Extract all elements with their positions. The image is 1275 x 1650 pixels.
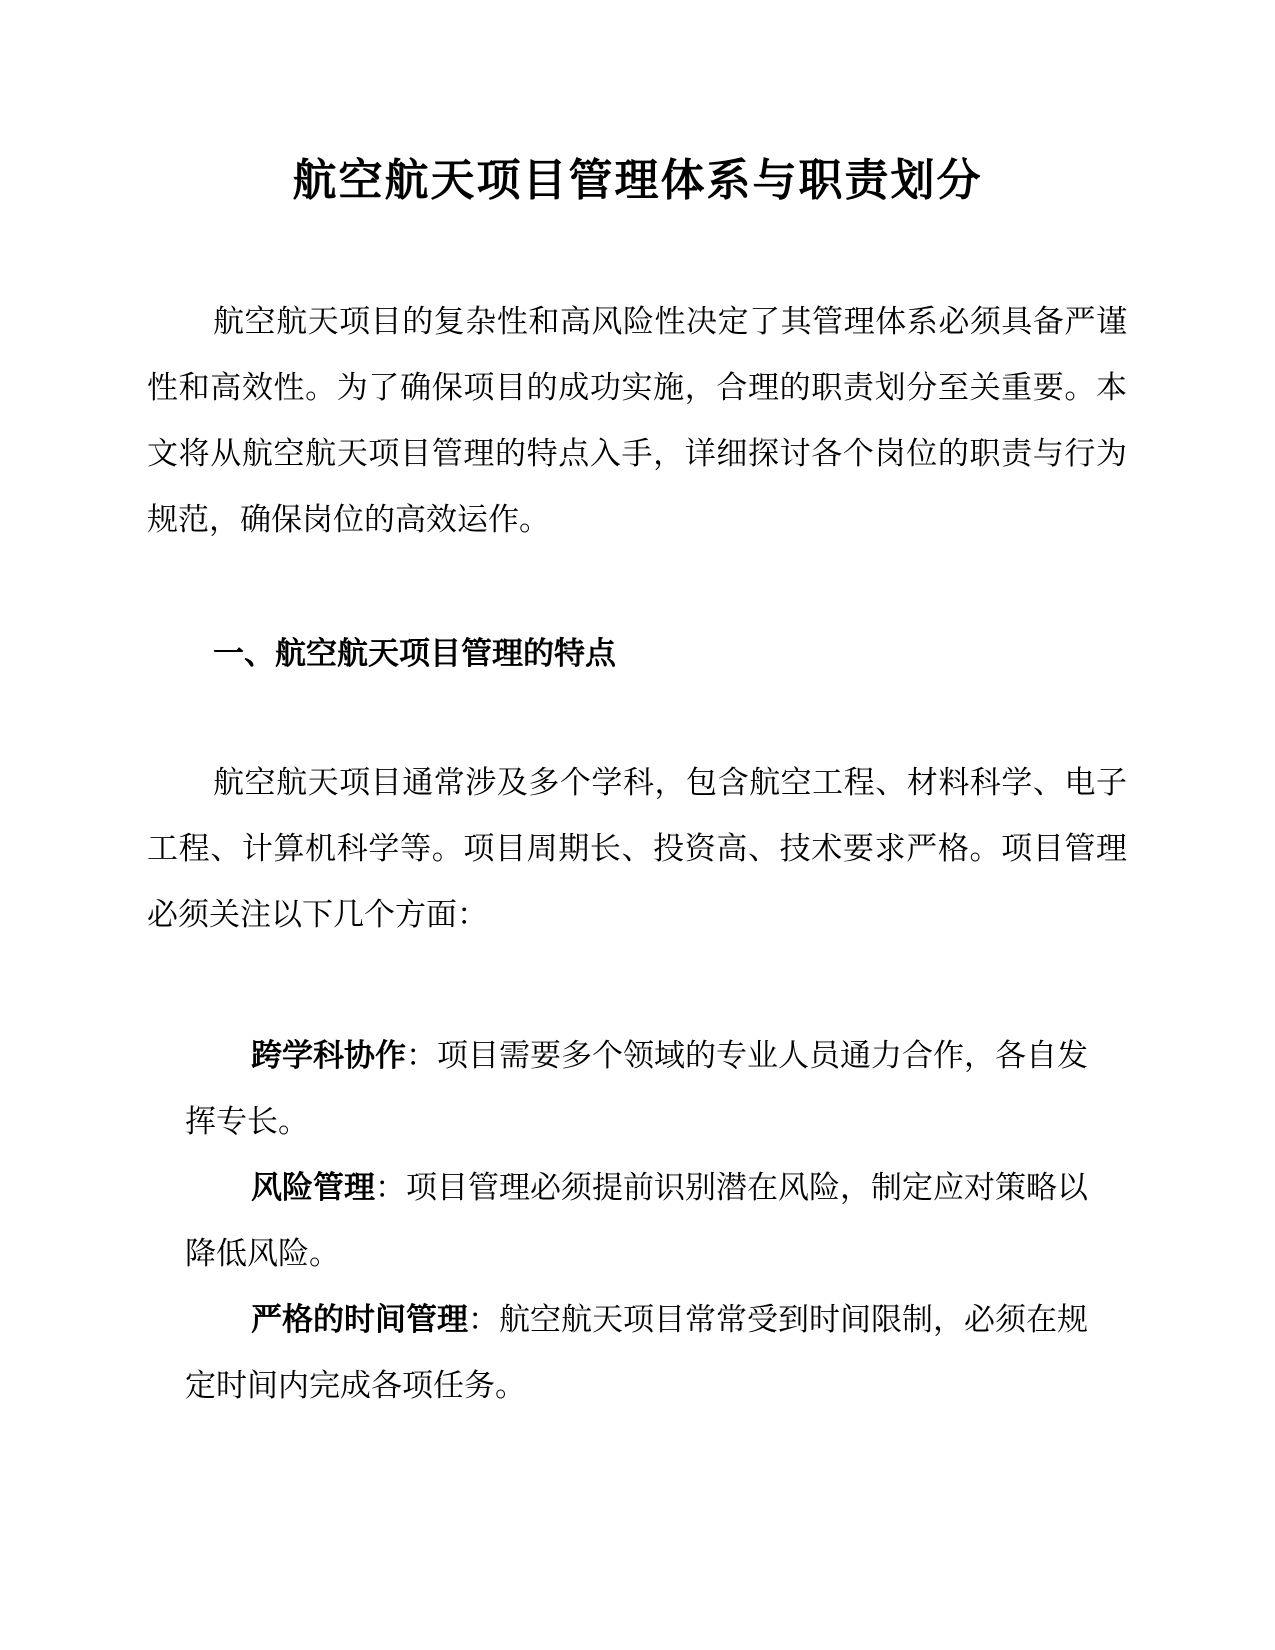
list-item-separator: ： <box>468 1302 499 1338</box>
list-item-separator: ： <box>406 1038 437 1074</box>
list-item-text: 项目管理必须提前识别潜在风险，制定应对策略以降低风险。 <box>185 1170 1088 1272</box>
intro-paragraph: 航空航天项目的复杂性和高风险性决定了其管理体系必须具备严谨性和高效性。为了确保项目的成功实施，合理的职责划分至关重要。本文将从航空航天项目管理的特点入手，详细探讨各个岗位的职责与行为规范，确保岗位的高效运作。 <box>147 304 1127 538</box>
section-heading: 一、航空航天项目管理的特点 <box>213 636 616 672</box>
list-item-term: 严格的时间管理 <box>251 1302 468 1338</box>
list-item-term: 跨学科协作 <box>251 1038 406 1074</box>
list-item-separator: ： <box>375 1170 406 1206</box>
document-title: 航空航天项目管理体系与职责划分 <box>292 155 983 206</box>
list-item <box>185 1287 1115 1419</box>
list-item-text: 项目需要多个领域的专业人员通力合作，各自发挥专长。 <box>185 1038 1088 1140</box>
section-paragraph: 航空航天项目通常涉及多个学科，包含航空工程、材料科学、电子工程、计算机科学等。项目周期长、投资高、技术要求严格。项目管理必须关注以下几个方面： <box>147 765 1127 933</box>
list-item-text: 航空航天项目常常受到时间限制，必须在规定时间内完成各项任务。 <box>185 1302 1088 1404</box>
list-item <box>185 1155 1115 1287</box>
list-item <box>185 1023 1115 1155</box>
list-item-term: 风险管理 <box>251 1170 375 1206</box>
